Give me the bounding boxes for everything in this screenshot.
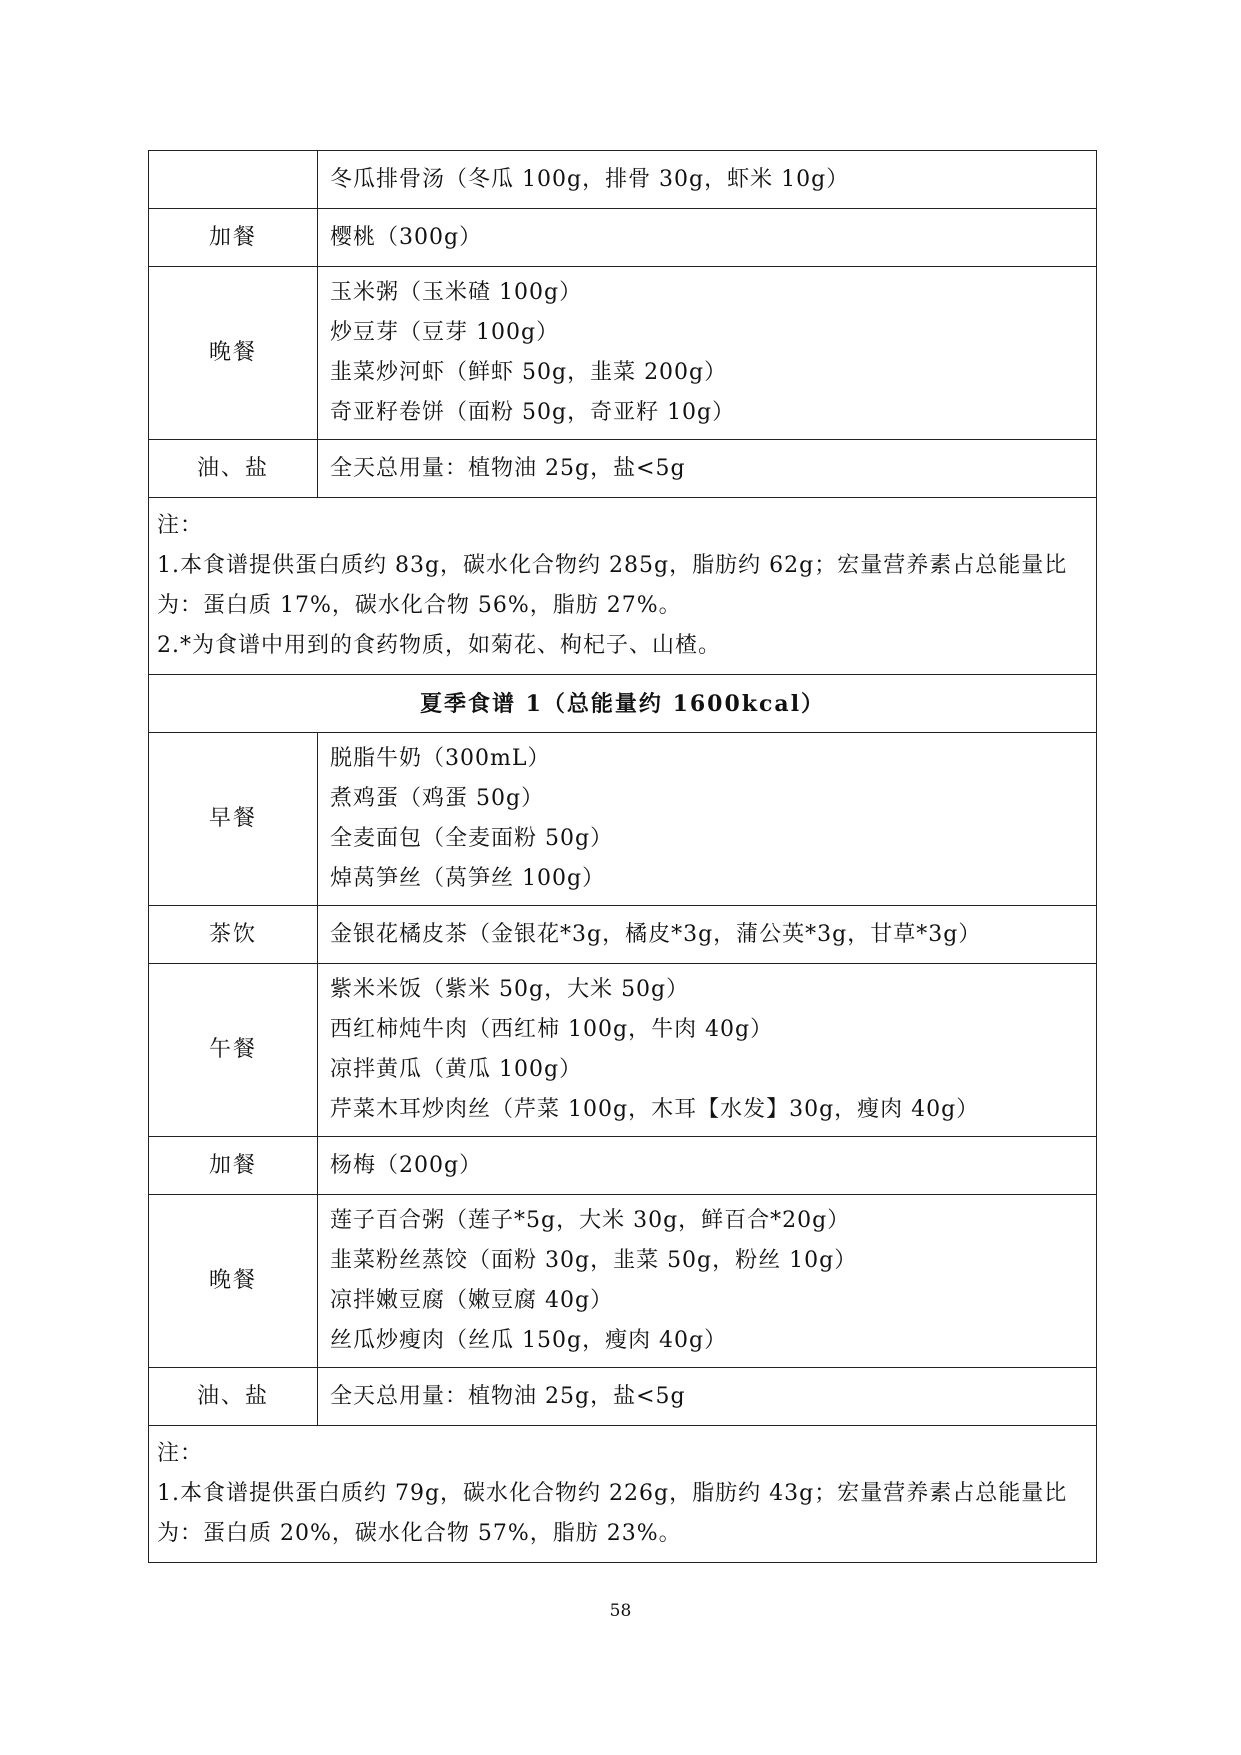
menu-item: 樱桃（300g） — [330, 224, 483, 250]
table-row — [149, 1137, 1097, 1195]
section-title-row — [149, 675, 1097, 733]
menu-item: 奇亚籽卷饼（面粉 50g，奇亚籽 10g） — [330, 400, 736, 425]
table-row — [149, 1368, 1097, 1426]
meal-items — [318, 267, 1097, 440]
meal-label: 午餐 — [149, 964, 318, 1137]
page-number: 58 — [609, 1601, 632, 1621]
meal-items — [318, 151, 1097, 209]
meal-label: 早餐 — [149, 733, 318, 906]
meal-label: 油、盐 — [149, 1368, 318, 1426]
menu-item: 西红柿炖牛肉（西红柿 100g，牛肉 40g） — [330, 1017, 774, 1042]
meal-items — [318, 1368, 1097, 1426]
note-row — [149, 1426, 1097, 1563]
section-title: 夏季食谱 1（总能量约 1600kcal） — [149, 675, 1097, 733]
menu-item: 芹菜木耳炒肉丝（芹菜 100g，木耳【水发】30g，瘦肉 40g） — [330, 1097, 980, 1122]
meal-items — [318, 440, 1097, 498]
menu-item: 玉米粥（玉米碴 100g） — [330, 280, 583, 305]
menu-item: 韭菜粉丝蒸饺（面粉 30g，韭菜 50g，粉丝 10g） — [330, 1248, 858, 1273]
meal-label: 加餐 — [149, 209, 318, 267]
meal-items — [318, 209, 1097, 267]
menu-item: 全天总用量：植物油 25g，盐<5g — [330, 1383, 686, 1409]
meal-label: 晚餐 — [149, 267, 318, 440]
meal-items — [318, 964, 1097, 1137]
table-row — [149, 906, 1097, 964]
menu-item: 脱脂牛奶（300mL） — [330, 746, 551, 771]
meal-label: 油、盐 — [149, 440, 318, 498]
menu-item: 杨梅（200g） — [330, 1152, 483, 1178]
menu-item: 凉拌嫩豆腐（嫩豆腐 40g） — [330, 1288, 614, 1313]
meal-items — [318, 906, 1097, 964]
table-row — [149, 209, 1097, 267]
note-heading: 注： — [157, 1441, 204, 1466]
menu-item: 丝瓜炒瘦肉（丝瓜 150g，瘦肉 40g） — [330, 1328, 728, 1353]
note-line: 2.*为食谱中用到的食药物质，如菊花、枸杞子、山楂。 — [157, 633, 721, 658]
meal-label — [149, 151, 318, 209]
menu-item: 全天总用量：植物油 25g，盐<5g — [330, 455, 686, 481]
note-line: 1.本食谱提供蛋白质约 79g，碳水化合物约 226g，脂肪约 43g；宏量营养素占总能量比为：蛋白质 20%，碳水化合物 57%，脂肪 23%。 — [157, 1481, 1068, 1546]
table-row — [149, 440, 1097, 498]
meal-label: 加餐 — [149, 1137, 318, 1195]
table-row — [149, 1195, 1097, 1368]
menu-item: 全麦面包（全麦面粉 50g） — [330, 826, 614, 851]
menu-item: 炒豆芽（豆芽 100g） — [330, 320, 560, 345]
menu-item: 莲子百合粥（莲子*5g，大米 30g，鲜百合*20g） — [330, 1208, 851, 1233]
menu-item: 韭菜炒河虾（鲜虾 50g，韭菜 200g） — [330, 360, 728, 385]
meal-label: 晚餐 — [149, 1195, 318, 1368]
table-row — [149, 267, 1097, 440]
meal-items — [318, 1195, 1097, 1368]
menu-item: 焯莴笋丝（莴笋丝 100g） — [330, 866, 606, 891]
menu-item: 冬瓜排骨汤（冬瓜 100g，排骨 30g，虾米 10g） — [330, 166, 850, 192]
table-row — [149, 964, 1097, 1137]
table-row — [149, 733, 1097, 906]
menu-note — [149, 498, 1097, 675]
note-row — [149, 498, 1097, 675]
meal-items — [318, 1137, 1097, 1195]
menu-item: 金银花橘皮茶（金银花*3g，橘皮*3g，蒲公英*3g，甘草*3g） — [330, 921, 982, 947]
menu-note — [149, 1426, 1097, 1563]
note-heading: 注： — [157, 513, 204, 538]
note-line: 1.本食谱提供蛋白质约 83g，碳水化合物约 285g，脂肪约 62g；宏量营养素占总能量比为：蛋白质 17%，碳水化合物 56%，脂肪 27%。 — [157, 553, 1068, 618]
menu-table — [148, 150, 1097, 1563]
meal-label: 茶饮 — [149, 906, 318, 964]
menu-item: 凉拌黄瓜（黄瓜 100g） — [330, 1057, 583, 1082]
menu-item: 煮鸡蛋（鸡蛋 50g） — [330, 786, 545, 811]
menu-item: 紫米米饭（紫米 50g，大米 50g） — [330, 977, 690, 1002]
table-row — [149, 151, 1097, 209]
meal-items — [318, 733, 1097, 906]
